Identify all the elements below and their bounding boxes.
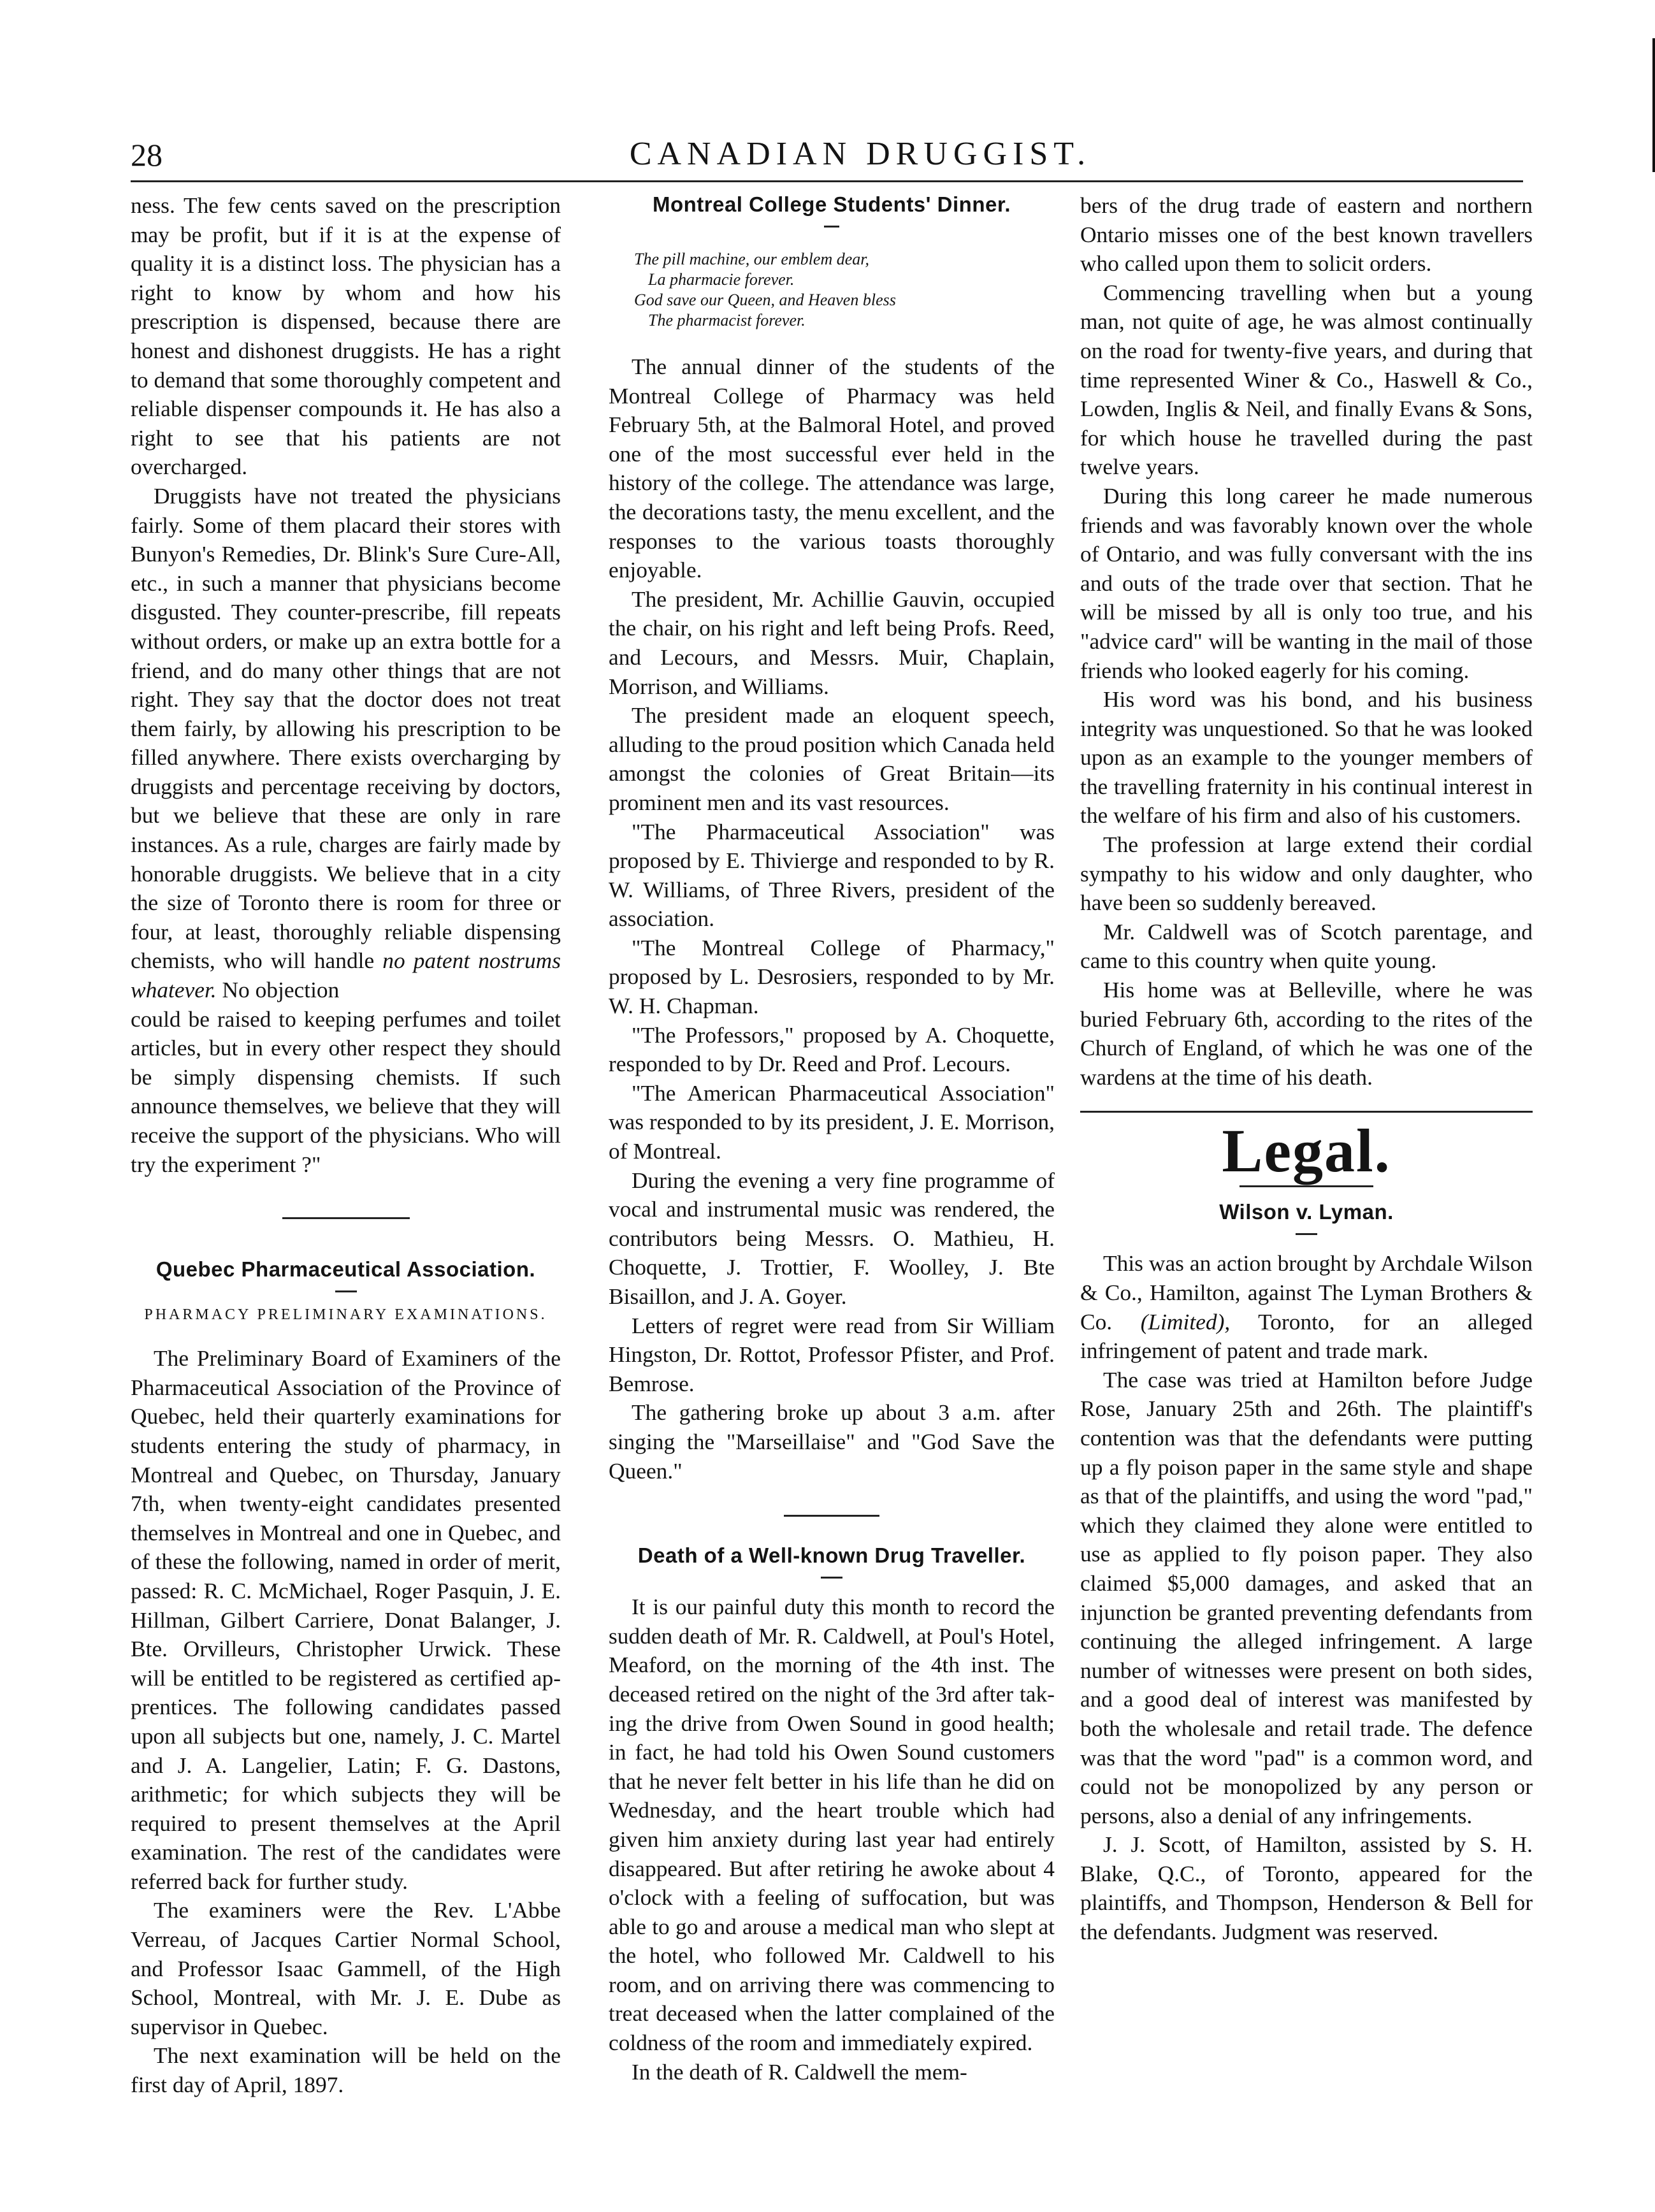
paragraph: During the evening a very fine programme of vocal and instrumental music was rendered, the contributors being Messrs. O. Mathieu, H. Choquette, J. Trottier, F. Woolley, J. Bte Bisaillon, and J. A. Goyer. — [609, 1167, 1055, 1309]
verse-line: The pharmacist forever. — [648, 311, 806, 329]
paragraph: J. J. Scott, of Hamilton, assisted by S. H. Blake, Q.C., of Toronto, appeared for the plaintiffs, and Thompson, Henderson & Bell for the defendants. Judgment was reserved. — [1080, 1832, 1533, 1945]
verse-line: God save our Queen, and Heaven bless — [634, 291, 896, 309]
paragraph-text: No objection — [216, 977, 340, 1003]
verse-epigraph — [634, 249, 1055, 331]
paragraph: "The American Pharmaceutical Association" was responded to by its president, J. E. Morrison, of Montreal. — [609, 1080, 1055, 1164]
column-1 — [131, 191, 561, 2100]
paragraph: The next examination will be held on the first day of April, 1897. — [131, 2042, 561, 2098]
running-head: CANADIAN DRUGGIST. — [629, 136, 1092, 172]
section-rule — [282, 1217, 410, 1219]
verse-line: La pharmacie forever. — [648, 270, 795, 289]
paragraph: bers of the drug trade of eastern and northern Ontario misses one of the best known travellers who called upon them to solicit orders. — [1080, 192, 1533, 277]
paragraph: ness. The few cents saved on the prescription may be profit, but if it is at the expense of quality it is a distinct loss. The physician has a right to know by whom and how his prescription is dispensed, because there are honest and dishonest druggists. He has a right to demand that some thoroughly competent and reliable dispenser compounds it. He has also a right to see that his patients are not overcharged. — [131, 192, 561, 480]
paragraph: During this long career he made numerous friends and was favorably known over the whole of Ontario, and was fully conversant with the ins and outs of the trade over that section. That he will be missed by all is only too true, and his "advice card" will be wanting in the mail of those friends who looked eagerly for his coming. — [1080, 482, 1533, 683]
paragraph: could be raised to keeping perfumes and toilet articles, but in every other respect they should be simply dispensing chemists. If such announce themselves, we believe that they will receive the support of the physicians. Who will try the experiment ?" — [131, 1006, 561, 1177]
legal-rule — [1080, 1111, 1533, 1113]
section-rule — [1239, 1185, 1373, 1187]
paragraph: The president made an eloquent speech, alluding to the proud position which Canada held amongst the colonies of Great Britain—its prominent men and its vast resources. — [609, 702, 1055, 815]
paragraph — [131, 482, 561, 1005]
paragraph-text: This was an action brought by Archdale Wilson & Co., Hamilton, against The Lyman Brothers & Co. — [1080, 1250, 1533, 1334]
verse-line: The pill machine, our emblem dear, — [634, 250, 870, 268]
title-dash — [1296, 1233, 1317, 1235]
emphasis-text: (Limited), — [1140, 1308, 1231, 1334]
title-dash — [821, 1577, 842, 1579]
paragraph: The Preliminary Board of Examiners of the Pharmaceutical Association of the Province of Quebec, held their quarterly examinations for students entering the study of pharmacy, in Montreal and Quebec, on Thursday, January 7th, when twenty-eight candidates presented themselves in Montreal and one in Quebec, and of these the following, named in order of merit, passed: R. C. McMichael, Roger Pasquin, J. E. Hillman, Gilbert Carriere, Donat Balanger, J. Bte. Orvilleurs, Christopher Urwick. These will be entitled to be registered as certified apprentices. The following candidates passed upon all subjects but one, namely, J. C. Martel and J. A. Langelier, Latin; F. G. Dastons, arithmetic; for which subjects they will be required to present themselves at the April examination. The rest of the candidates were referred back for further study. — [131, 1345, 561, 1894]
title-dash — [824, 226, 839, 228]
paragraph: "The Pharmaceutical Association" was proposed by E. Thivierge and responded to by R. W. Williams, of Three Rivers, president of the association. — [609, 818, 1055, 932]
paragraph: His word was his bond, and his business integrity was unquestioned. So that he was looked upon as an example to the younger members of the travelling fraternity in his continual interest in the welfare of his firm and also of his customers. — [1080, 686, 1533, 828]
paragraph: The president, Mr. Achillie Gauvin, occupied the chair, on his right and left being Profs. Reed, and Lecours, and Messrs. Muir, Chaplain, Morrison, and Williams. — [609, 586, 1055, 699]
paragraph: The gathering broke up about 3 a.m. after singing the "Marseillaise" and "God Save the Queen." — [609, 1399, 1055, 1484]
paragraph: The profession at large extend their cordial sympathy to his widow and only daughter, who have been so suddenly bereaved. — [1080, 832, 1533, 916]
paragraph: Letters of regret were read from Sir William Hingston, Dr. Rottot, Professor Pfister, and Prof. Bemrose. — [609, 1312, 1055, 1396]
paragraph-text: Toronto, for an alleged infringement of patent and trade mark. — [1080, 1308, 1533, 1364]
paragraph: The case was tried at Hamilton before Judge Rose, January 25th and 26th. The plaintiff's contention was that the defendants were putting up a fly poison paper in the same style and shape as that of the plaintiffs, and using the word "pad," which they claimed they alone were entitled to use as applied to fly poison paper. They also claimed $5,000 damages, and asked that an injunction be granted preventing defendants from continuing the alleged infringement. A large number of witnesses were present on both sides, and a good deal of interest was manifested by both the wholesale and retail trade. The defence was that the word "pad" is a common word, and could not be monopolized by any person or persons, also a denial of any infringements. — [1080, 1366, 1533, 1828]
paragraph-text: Druggists have not treated the physicians fairly. Some of them placard their stores with Bunyon's Remedies, Dr. Blink's Sure Cure-All, etc., in such a manner that physicians become disgusted. They counter-prescribe, fill repeats without orders, or make up an extra bottle for a friend, and do many other things that are not right. They say that the doctor does not treat them fairly, by allowing his prescription to be filled anywhere. There exists overcharging by druggists and percentage receiving by doctors, but we believe that these are only in rare instances. As a rule, charges are fairly made by honorable druggists. We believe that in a city the size of Toronto there is room for three or four, at least, thoroughly reliable dispensing chemists, who will handle — [131, 482, 561, 974]
case-title: Wilson v. Lyman. — [1219, 1200, 1394, 1224]
column-2 — [609, 191, 1055, 2086]
paragraph: Mr. Caldwell was of Scotch parentage, and came to this country when quite young. — [1080, 918, 1533, 974]
paragraph: "The Montreal College of Pharmacy," proposed by L. Desrosiers, responded to by Mr. W. H. Chapman. — [609, 934, 1055, 1019]
paragraph — [1080, 1249, 1533, 1365]
section-subhead: PHARMACY PRELIMINARY EXAMINATIONS. — [144, 1306, 547, 1324]
column-3 — [1080, 191, 1533, 1947]
paragraph: "The Professors," proposed by A. Choquette, responded to by Dr. Reed and Prof. Lecours. — [609, 1022, 1055, 1077]
paragraph: Commencing travelling when but a young man, not quite of age, he was almost continually on the road for twenty-five years, and during that time represented Winer & Co., Haswell & Co., Lowden, Inglis & Neil, and finally Evans & Sons, for which house he travelled during the past twelve years. — [1080, 279, 1533, 480]
emphasis-text: no patent nostrums whatever. — [131, 948, 561, 1003]
section-rule — [784, 1515, 879, 1517]
legal-heading: Legal. — [1222, 1117, 1391, 1185]
paragraph: It is our painful duty this month to record the sudden death of Mr. R. Caldwell, at Poul's Hotel, Meaford, on the morning of the 4th inst. The deceased retired on the night of the 3rd after taking the drive from Owen Sound in good health; in fact, he had told his Owen Sound customers that he never felt better in his life than he did on Wednesday, and the heart trouble which had given him anxiety during last year had entirely disappeared. But after retiring he awoke about 4 o'clock with a feeling of suffocation, but was able to go and arouse a medical man who slept at the hotel, who followed Mr. Caldwell to his room, and on arriving there was commencing to treat deceased when the latter complained of the coldness of the room and immediately expired. — [609, 1594, 1055, 2056]
section-title-death: Death of a Well-known Drug Traveller. — [637, 1543, 1026, 1568]
header-rule — [131, 180, 1523, 182]
page-number: 28 — [131, 137, 163, 173]
section-title-dinner: Montreal College Students' Dinner. — [652, 192, 1011, 216]
paragraph: The examiners were the Rev. L'Abbe Verreau, of Jacques Cartier Normal School, and Professor Isaac Gammell, of the High School, Montreal, with Mr. J. E. Dube as supervisor in Quebec. — [131, 1897, 561, 2039]
paragraph: The annual dinner of the students of the Montreal College of Pharmacy was held February 5th, at the Balmoral Hotel, and proved one of the most successful ever held in the history of the college. The attendance was large, the decorations tasty, the menu excellent, and the responses to the various toasts thoroughly enjoyable. — [609, 354, 1055, 583]
paragraph: His home was at Belleville, where he was buried February 6th, according to the rites of the Church of England, of which he was one of the wardens at the time of his death. — [1080, 977, 1533, 1090]
title-dash — [335, 1290, 357, 1292]
paragraph: In the death of R. Caldwell the mem- — [632, 2058, 967, 2085]
section-title-quebec: Quebec Pharmaceutical Association. — [155, 1257, 536, 1282]
scan-edge-mark — [1652, 38, 1655, 172]
